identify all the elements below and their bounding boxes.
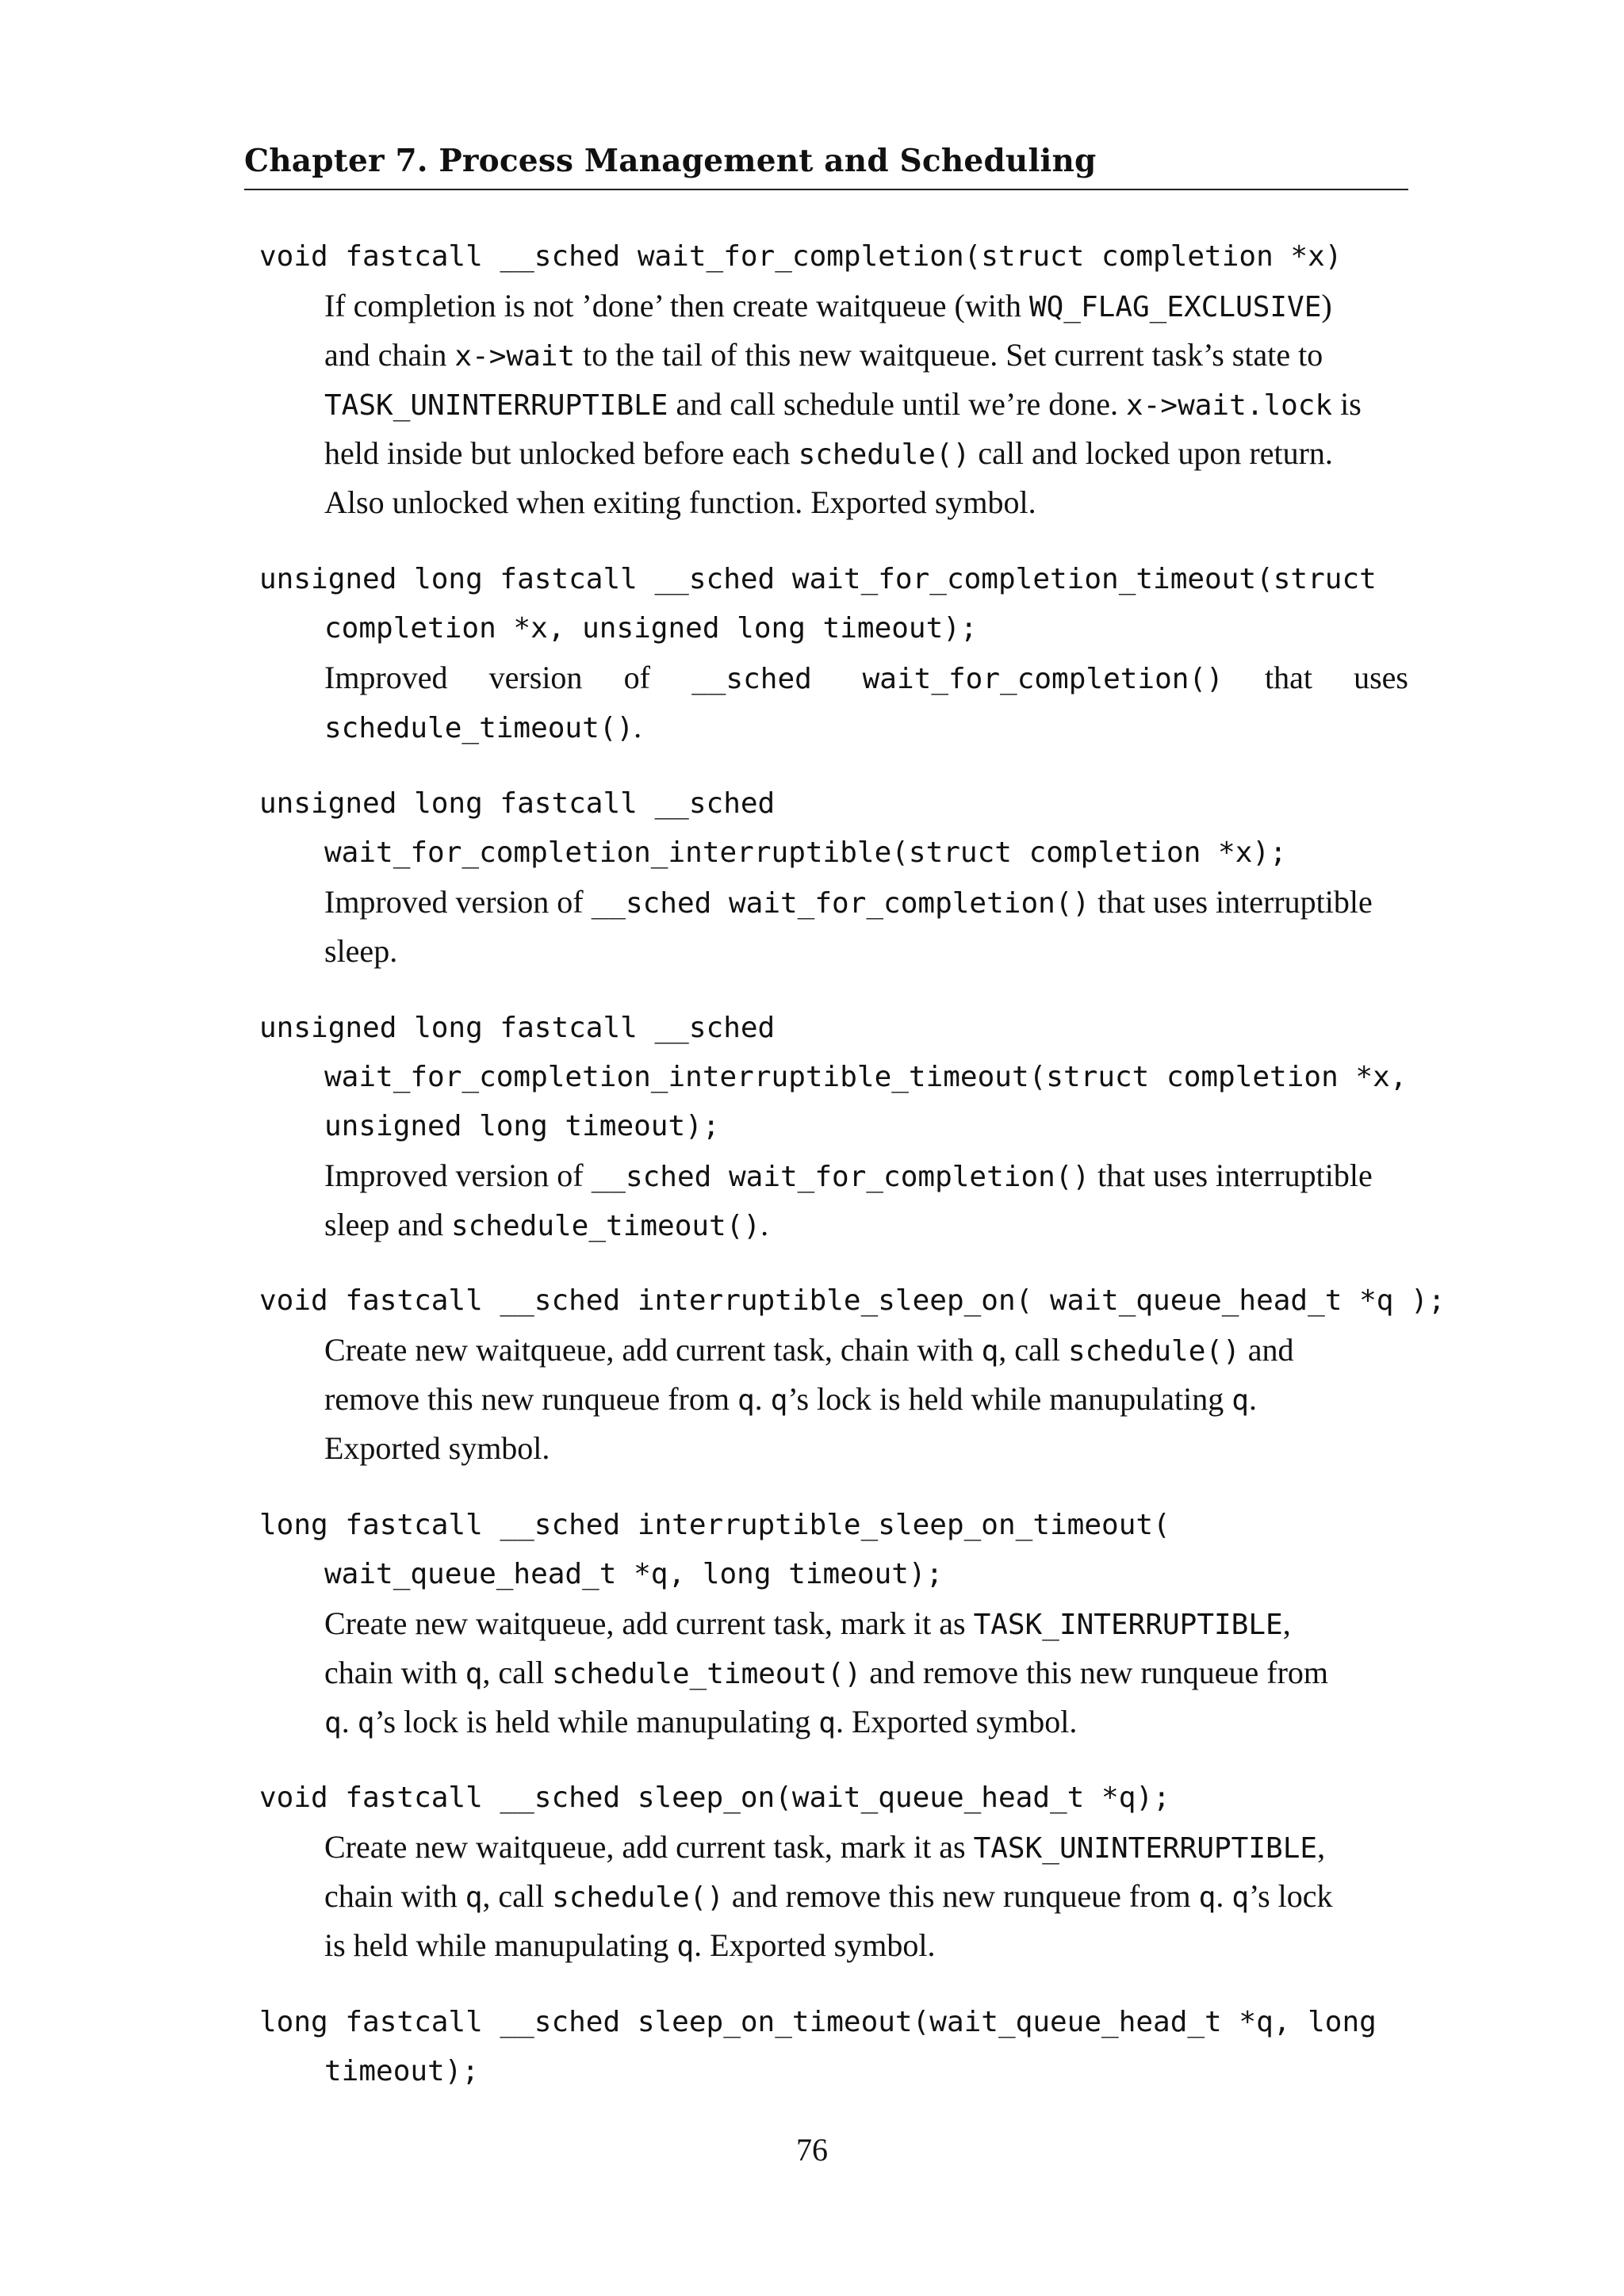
code-span: q [1231,1881,1249,1914]
code-span: TASK_INTERRUPTIBLE [973,1609,1283,1641]
text-span: Create new waitqueue, add current task, chain with [324,1332,982,1368]
function-signature-line: unsigned long fastcall __sched [259,787,776,820]
code-span: __sched wait_for_completion() [591,887,1090,920]
function-description-line [259,281,1408,331]
text-span: remove this new runqueue from [324,1381,737,1417]
function-signature-line: wait_queue_head_t *q, long timeout); [324,1558,944,1590]
text-span: is [1332,386,1362,422]
code-span: __sched wait_for_completion() [591,1161,1090,1193]
code-span: schedule_timeout() [552,1658,862,1690]
text-span: and call schedule until we’re done. [668,386,1127,422]
function-signature-line: completion *x, unsigned long timeout); [324,612,978,645]
code-span: q [676,1931,695,1963]
code-span: q [465,1881,483,1914]
text-span: Improved version of [324,1158,592,1193]
function-entry [259,1998,1408,2096]
code-span: q [770,1384,788,1417]
code-span: schedule() [1068,1335,1240,1368]
text-span: chain with [324,1878,465,1914]
code-span: q [357,1707,375,1739]
function-entry [259,1501,1408,1747]
text-span: , call [998,1332,1068,1368]
text-span: . [341,1704,358,1739]
code-span: schedule() [552,1881,724,1914]
code-span: schedule() [798,438,971,471]
function-description-line [259,1872,1408,1921]
function-signature-line: void fastcall __sched wait_for_completion(struct completion *x) [259,240,1342,273]
text-span: ) [1321,288,1332,323]
function-description-line [259,1424,1408,1473]
function-entry [259,1004,1408,1249]
function-description-line [259,1200,1408,1249]
text-span: sleep and [324,1207,451,1242]
code-span: q [465,1658,483,1690]
code-span: q [1198,1881,1216,1914]
function-description-line [259,1375,1408,1424]
function-description-line [259,653,1408,702]
text-span: ’s lock [1249,1878,1333,1914]
text-span: , call [482,1655,553,1690]
function-description-line [259,927,1408,976]
function-signature-line: wait_for_completion_interruptible(struct completion *x); [324,836,1287,869]
function-entry [259,1276,1446,1473]
code-span: q [818,1707,836,1739]
function-description-line [259,380,1408,429]
function-description-line [259,1326,1408,1375]
text-span: Also unlocked when exiting function. Exported symbol. [324,484,1036,520]
function-signature-line: long fastcall __sched sleep_on_timeout(wait_queue_head_t *q, long [259,2006,1377,2038]
text-span: . [1248,1381,1257,1417]
function-signature-line: void fastcall __sched sleep_on(wait_queue_head_t *q); [259,1781,1170,1814]
function-entry [259,1774,1408,1970]
function-description-line [259,1697,1408,1747]
code-span: q [1231,1384,1249,1417]
text-span: and chain [324,337,455,373]
code-span: TASK_UNINTERRUPTIBLE [973,1832,1318,1865]
chapter-title: Chapter 7. Process Management and Scheduling [244,143,1097,179]
text-span: and remove this new runqueue from [861,1655,1329,1690]
code-span: q [737,1384,755,1417]
function-description-line [259,1921,1408,1970]
text-span: sleep. [324,933,398,969]
code-span: schedule_timeout() [324,712,634,744]
text-span: If completion is not ’done’ then create waitqueue (with [324,288,1029,323]
function-description-line [259,1823,1408,1872]
text-span: . Exported symbol. [835,1704,1078,1739]
text-span: Exported symbol. [324,1430,550,1466]
text-span: , [1282,1605,1291,1641]
text-span: . Exported symbol. [694,1927,936,1963]
function-signature-line: unsigned long fastcall __sched [259,1012,776,1044]
function-description-line [259,1599,1408,1648]
text-span: . [634,709,642,744]
function-description-line [259,478,1408,527]
function-entry [259,232,1408,527]
code-span: x->wait.lock [1126,389,1333,422]
function-description-line [259,331,1408,380]
text-span: and [1239,1332,1294,1368]
text-span: Create new waitqueue, add current task, mark it as [324,1605,974,1641]
text-span: that uses [1223,660,1408,695]
text-span: chain with [324,1655,465,1690]
text-span: . [1216,1878,1232,1914]
text-span: to the tail of this new waitqueue. Set current task’s state to [575,337,1323,373]
chapter-header [244,140,1408,190]
code-span: __sched wait_for_completion() [691,663,1224,695]
text-span: that uses interruptible [1090,884,1373,920]
function-description-line [259,429,1408,478]
function-signature-line: long fastcall __sched interruptible_sleep_on_timeout( [259,1509,1170,1541]
text-span: , [1317,1829,1326,1865]
function-entry [259,555,1408,752]
function-description-line [259,702,1408,752]
text-span: ’s lock is held while manupulating [787,1381,1232,1417]
function-signature-line: unsigned long timeout); [324,1110,720,1142]
code-span: q [324,1707,342,1739]
text-span: call and locked upon return. [970,435,1333,471]
text-span: held inside but unlocked before each [324,435,799,471]
text-span: , call [482,1878,553,1914]
function-signature-line: unsigned long fastcall __sched wait_for_completion_timeout(struct [259,563,1377,595]
text-span: Improved version of [324,884,592,920]
text-span: that uses interruptible [1090,1158,1373,1193]
function-entry [259,779,1408,976]
function-signature-line: wait_for_completion_interruptible_timeout(struct completion *x, [324,1061,1408,1093]
page-number: 76 [796,2132,828,2168]
code-span: schedule_timeout() [450,1210,761,1242]
text-span: ’s lock is held while manupulating [374,1704,819,1739]
function-signature-line: timeout); [324,2055,480,2087]
code-span: q [981,1335,999,1368]
code-span: WQ_FLAG_EXCLUSIVE [1028,291,1322,323]
text-span: . [754,1381,771,1417]
text-span: Improved version of [324,660,692,695]
function-signature-line: void fastcall __sched interruptible_sleep_on( wait_queue_head_t *q ); [259,1284,1446,1317]
function-description-line [259,878,1408,927]
function-description-line [259,1648,1408,1697]
text-span: Create new waitqueue, add current task, mark it as [324,1829,974,1865]
text-span: and remove this new runqueue from [723,1878,1199,1914]
text-span: . [760,1207,769,1242]
function-description-line [259,1151,1408,1200]
code-span: TASK_UNINTERRUPTIBLE [324,389,668,422]
code-span: x->wait [454,340,576,373]
text-span: is held while manupulating [324,1927,677,1963]
